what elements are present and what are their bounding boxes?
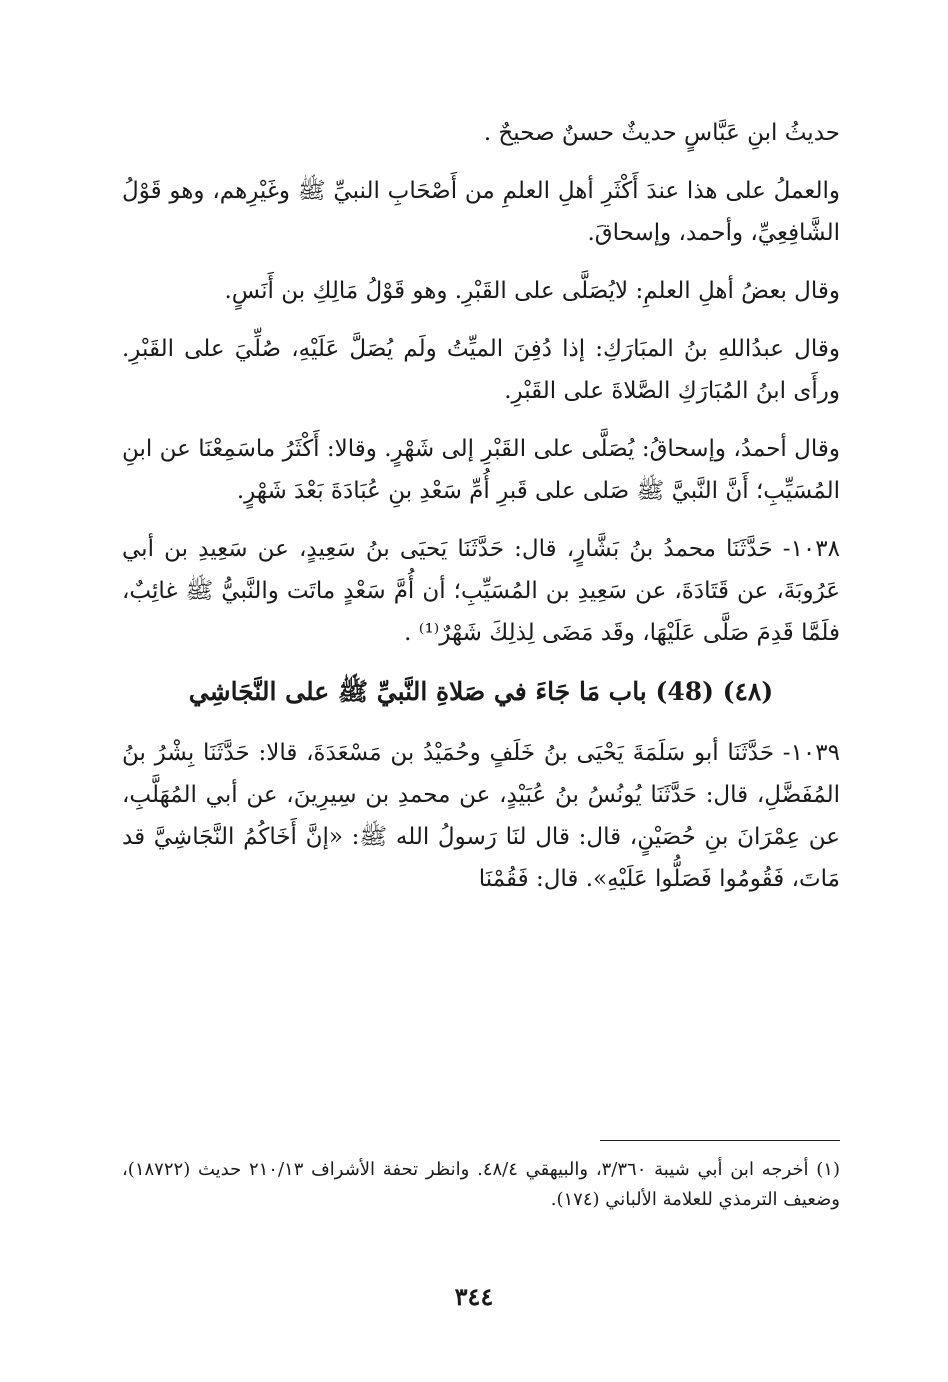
page-number: ٣٤٤ xyxy=(454,1282,494,1311)
paragraph-hadith-1039: ١٠٣٩- حَدَّثَنَا أبو سَلَمَةَ يَحْيَى بنُ خَلَفٍ وحُمَيْدُ بن مَسْعَدَةَ، قالا: حَدَّثَنَا بِشْرُ بنُ المُفَضَّلِ، قال: حَدَّثَنَا يُونُسُ بنُ عُبَيْدٍ، عن محمدِ بن سِيرِينَ، عن أبي المُهَلَّبِ، عن عِمْرَانَ بنِ حُصَيْنٍ، قال: قال لنَا رَسولُ الله ﷺ: «إنَّ أَخَاكُمُ النَّجَاشِيَّ قد مَاتَ، فَقُومُوا فَصَلُّوا عَلَيْهِ». قال: فَقُمْنَا xyxy=(122,740,840,892)
paragraph-ibn-mubarak-opinion: وقال عبدُاللهِ بنُ المبَارَكِ: إذا دُفِنَ الميِّتُ ولَم يُصَلَّ عَلَيْهِ، صُلِّيَ على القَبْرِ. ورأَى ابنُ المُبَارَكِ الصَّلاةَ على القَبْرِ. xyxy=(122,336,840,404)
paragraph-malik-opinion: وقال بعضُ أهلِ العلمِ: لايُصَلَّى على القَبْرِ. وهو قَوْلُ مَالِكِ بن أَنَسٍ. xyxy=(224,278,840,304)
footnotes xyxy=(122,1140,840,1215)
paragraph-ahmad-ishaq-opinion: وقال أحمدُ، وإسحاقُ: يُصَلَّى على القَبْرِ إلى شَهْرٍ. وقالا: أَكْثَرُ ماسَمِعْنَا عن ابنِ المُسَيِّبِ؛ أَنَّ النَّبيَّ ﷺ صَلى على قَبرِ أُمِّ سَعْدِ بنِ عُبَادَةَ بَعْدَ شَهْرٍ. xyxy=(122,436,840,504)
footnote-divider xyxy=(600,1140,840,1141)
section-heading: (٤٨) (48) باب مَا جَاءَ في صَلاةِ النَّبيِّ ﷺ على النَّجَاشِي xyxy=(188,677,774,706)
footnote-1: (١) أخرجه ابن أبي شيبة ٣/٣٦٠، والبيهقي ٤٨/٤. وانظر تحفة الأشراف ٢١٠/١٣ حديث (١٨٧٢٢)، وضعيف الترمذي للعلامة الألباني (١٧٤). xyxy=(122,1159,840,1210)
paragraph-scholars-practice: والعملُ على هذا عندَ أَكْثَرِ أهلِ العلمِ من أَصْحَابِ النبيِّ ﷺ وغَيْرِهم، وهو قَوْلُ الشَّافِعِيِّ، وأحمد، وإسحاقَ. xyxy=(122,178,840,246)
paragraph-hadith-grading: حديثُ ابنِ عَبَّاسٍ حديثٌ حسنٌ صحيحٌ . xyxy=(483,120,840,146)
paragraph-hadith-1038: ١٠٣٨- حَدَّثَنَا محمدُ بنُ بَشَّارٍ، قال: حَدَّثَنَا يَحيَى بنُ سَعِيدٍ، عن سَعِيدِ بن أبي عَرُوبَةَ، عن قَتَادَةَ، عن سَعِيدِ بن المُسَيِّبِ؛ أن أُمَّ سَعْدٍ ماتَت والنَّبيُّ ﷺ غائِبٌ، فلَمَّا قَدِمَ صَلَّى عَلَيْهَا، وقَد مَضَى لِذلِكَ شَهْرٌ⁽¹⁾ . xyxy=(122,536,840,646)
